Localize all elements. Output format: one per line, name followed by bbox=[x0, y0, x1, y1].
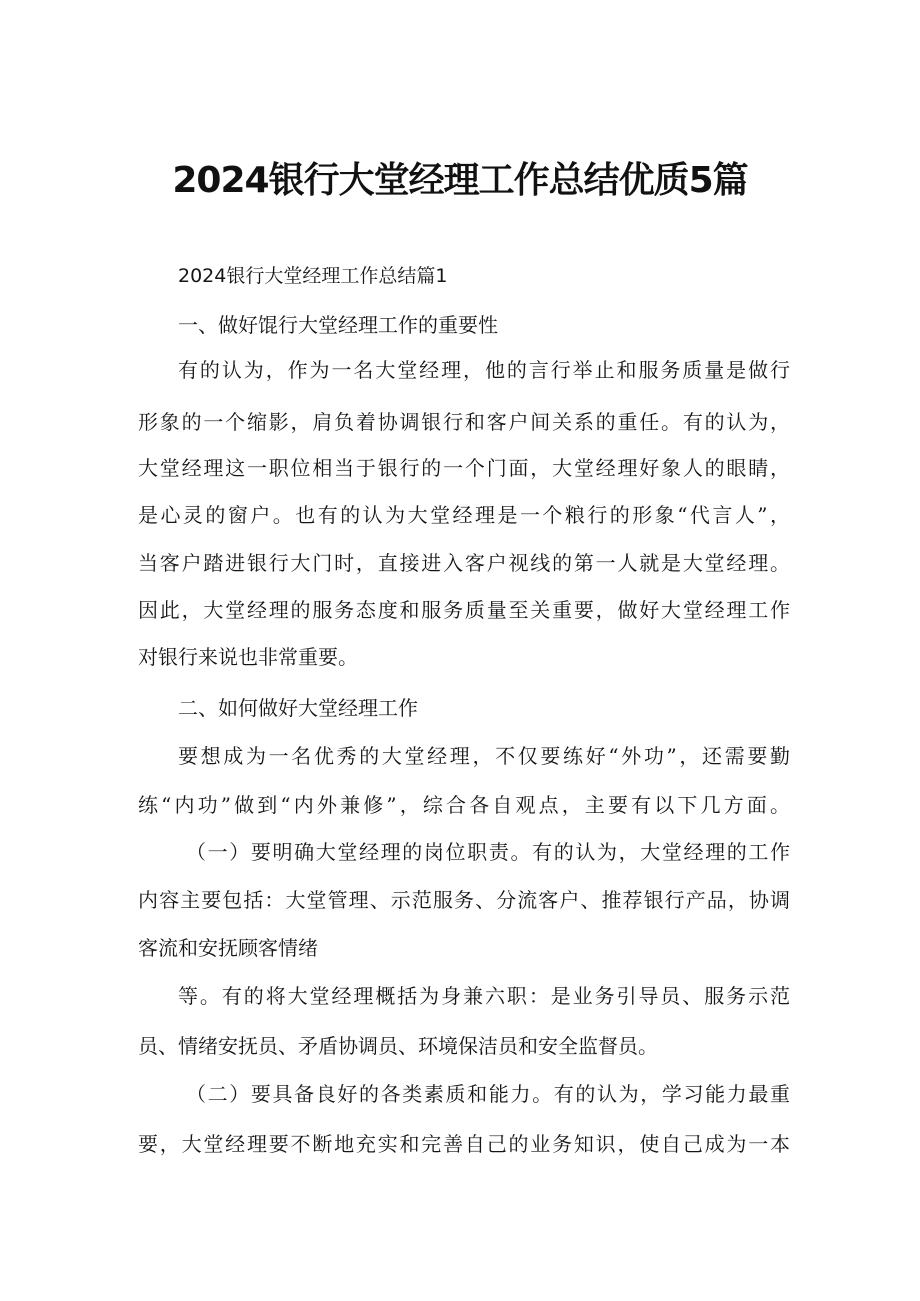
paragraph-line: 要想成为一名优秀的大堂经理，不仅要练好“外功”，还需要勤 bbox=[178, 744, 790, 768]
paragraph-line: 内容主要包括：大堂管理、示范服务、分流客户、推荐银行产品，协调 bbox=[138, 888, 790, 912]
section-two-heading: 二、如何做好大堂经理工作 bbox=[178, 696, 418, 720]
paragraph-line: （二）要具备良好的各类素质和能力。有的认为，学习能力最重 bbox=[186, 1082, 790, 1106]
paragraph-line: 练“内功”做到“内外兼修”，综合各自观点，主要有以下几方面。 bbox=[138, 793, 790, 817]
paragraph-line: 大堂经理这一职位相当于银行的一个门面，大堂经理好象人的眼睛， bbox=[138, 456, 790, 480]
paragraph-line: 对银行来说也非常重要。 bbox=[138, 645, 358, 669]
paragraph-line: 是心灵的窗户。也有的认为大堂经理是一个粮行的形象“代言人”， bbox=[138, 503, 790, 527]
paragraph-line: 等。有的将大堂经理概括为身兼六职：是业务引导员、服务示范 bbox=[178, 984, 790, 1008]
paragraph-line: （一）要明确大堂经理的岗位职责。有的认为，大堂经理的工作 bbox=[186, 840, 790, 864]
paragraph-line: 形象的一个缩影，肩负着协调银行和客户间关系的重任。有的认为， bbox=[138, 410, 790, 434]
paragraph-line: 员、情绪安抚员、矛盾协调员、环境保洁员和安全监督员。 bbox=[138, 1034, 658, 1058]
paragraph-line: 当客户踏进银行大门时，直接进入客户视线的第一人就是大堂经理。 bbox=[138, 551, 790, 575]
section-one-heading: 一、做好馄行大堂经理工作的重要性 bbox=[178, 313, 498, 337]
document-title: 2024银行大堂经理工作总结优质5篇 bbox=[172, 160, 748, 201]
paragraph-line: 有的认为，作为一名大堂经理，他的言行举止和服务质量是做行 bbox=[178, 358, 790, 382]
paragraph-line: 因此，大堂经理的服务态度和服务质量至关重要，做好大堂经理工作 bbox=[138, 598, 790, 622]
article-heading: 2024银行大堂经理工作总结篇1 bbox=[178, 265, 448, 287]
paragraph-line: 要，大堂经理要不断地充实和完善自己的业务知识，使自己成为一本 bbox=[138, 1132, 790, 1156]
paragraph-line: 客流和安抚顾客情绪 bbox=[138, 936, 318, 960]
